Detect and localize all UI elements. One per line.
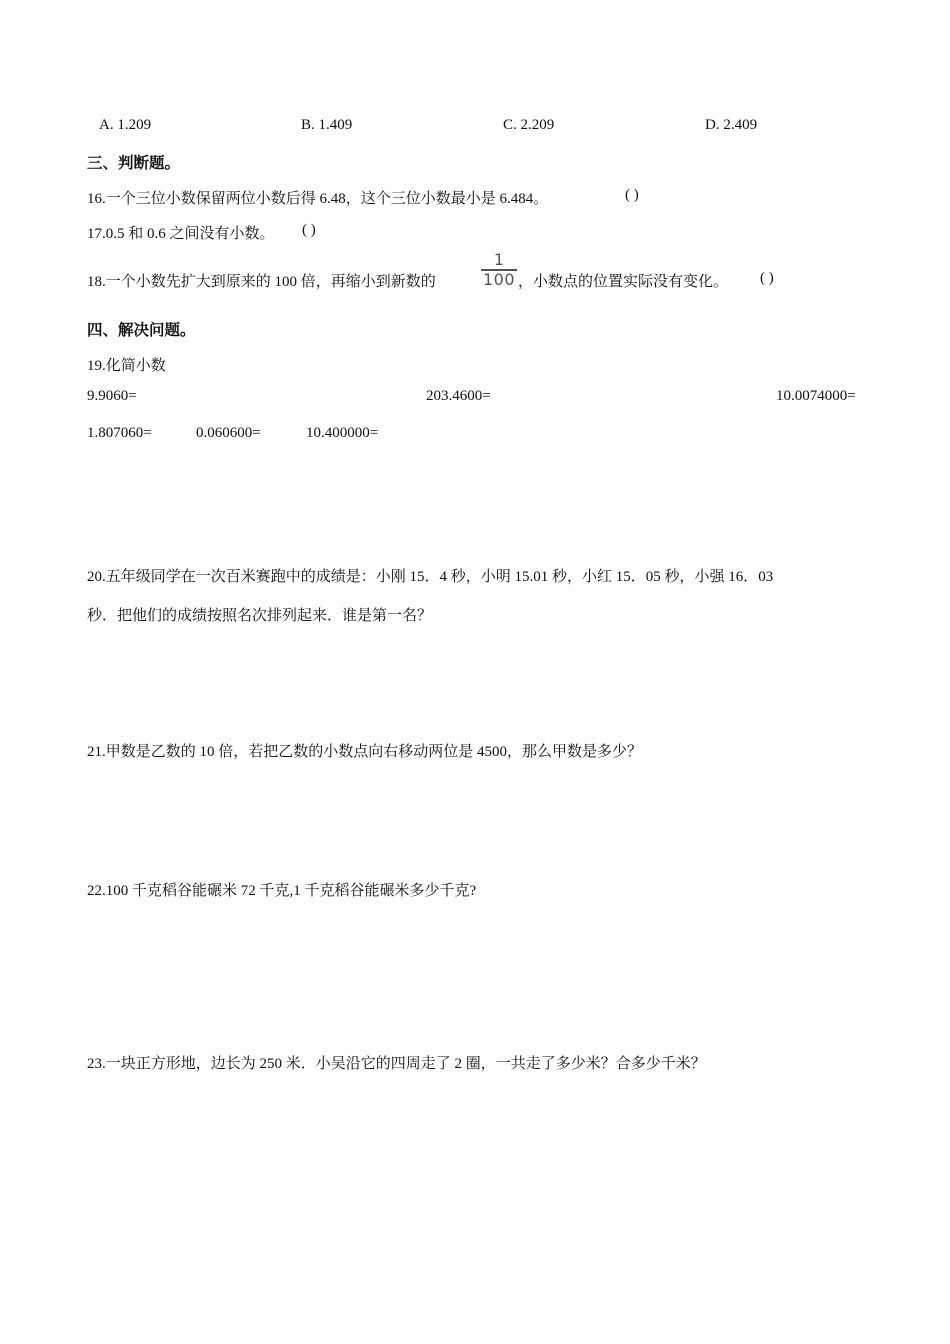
question-16-answer-paren: ( ): [625, 187, 639, 203]
question-23: 23.一块正方形地，边长为 250 米．小吴沿它的四周走了 2 圈，一共走了多少米？合多少千米？: [87, 1056, 706, 1072]
question-17-text: 17.0.5 和 0.6 之间没有小数。: [87, 226, 275, 242]
question-22: 22.100 千克稻谷能碾米 72 千克,1 千克稻谷能碾米多少千克?: [87, 883, 477, 899]
question-19-title: 19.化简小数: [87, 358, 166, 374]
section-heading-problems: 四、解决问题。: [87, 321, 196, 339]
q19-item-5: 0.060600=: [196, 425, 261, 441]
section-heading-judgement: 三、判断题。: [87, 154, 181, 172]
question-16: [87, 187, 548, 208]
question-20-line-1: 20.五年级同学在一次百米赛跑中的成绩是：小刚 15．4 秒，小明 15.01 秒，小红 15．05 秒，小强 16．03: [87, 569, 774, 585]
option-d: D. 2.409: [705, 117, 758, 133]
question-16-text: 16.一个三位小数保留两位小数后得 6.48，这个三位小数最小是 6.484。: [87, 191, 549, 207]
q19-item-4: 1.807060=: [87, 425, 152, 441]
q19-item-2: 203.4600=: [426, 388, 491, 404]
question-20-line-2: 秒．把他们的成绩按照名次排列起来．谁是第一名？: [87, 608, 433, 624]
q19-item-3: 10.0074000=: [776, 388, 856, 404]
question-21: 21.甲数是乙数的 10 倍，若把乙数的小数点向右移动两位是 4500，那么甲数是多少？: [87, 744, 643, 760]
fraction-denominator: 100: [482, 270, 516, 289]
q19-item-1: 9.9060=: [87, 388, 137, 404]
question-17-answer-paren: ( ): [302, 222, 316, 238]
question-17: [87, 222, 275, 243]
question-18-text-before: 18.一个小数先扩大到原来的 100 倍，再缩小到新数的: [87, 274, 436, 290]
question-18-text-after: ，小数点的位置实际没有变化。: [518, 274, 729, 290]
option-a: A. 1.209: [99, 117, 152, 133]
question-18-fraction: [481, 252, 517, 288]
q19-item-6: 10.400000=: [306, 425, 379, 441]
option-b: B. 1.409: [301, 117, 353, 133]
fraction-numerator: 1: [493, 250, 505, 269]
question-18-answer-paren: ( ): [760, 270, 774, 286]
option-c: C. 2.209: [503, 117, 555, 133]
